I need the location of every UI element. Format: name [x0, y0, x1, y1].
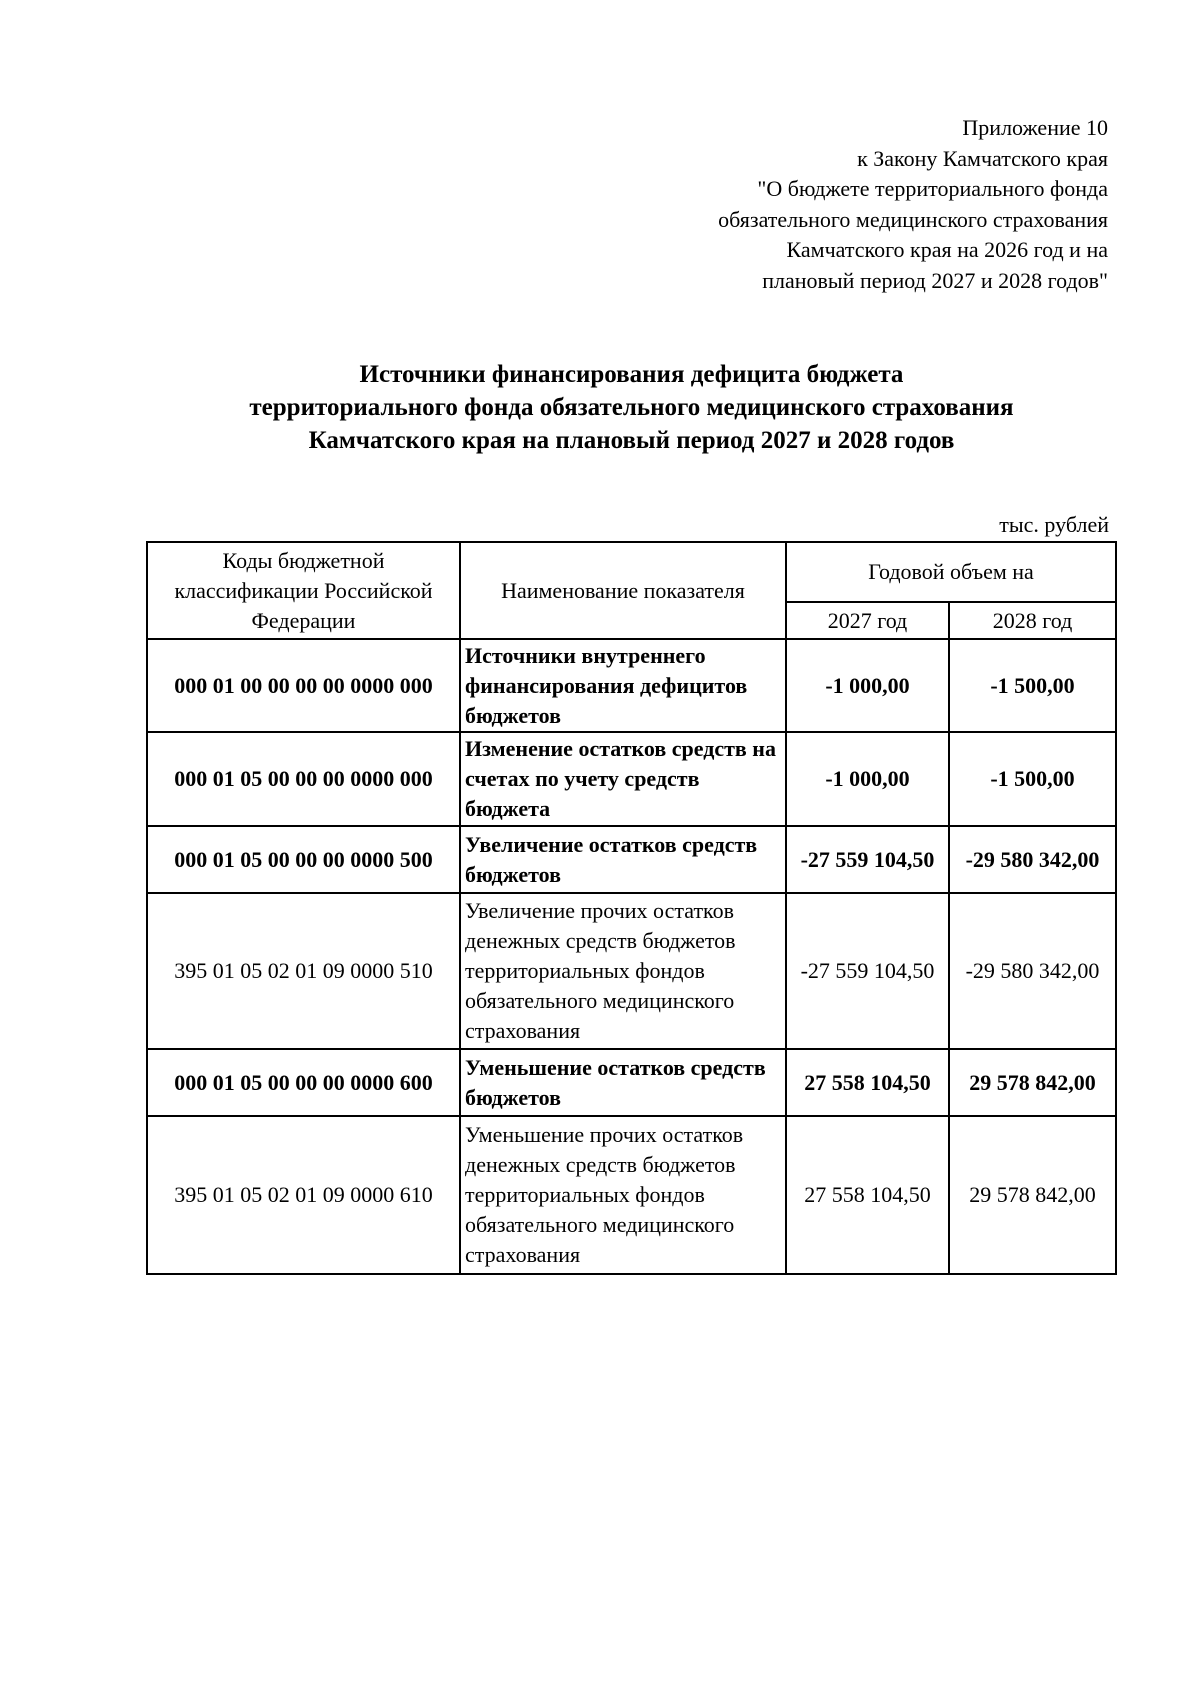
appendix-line: Приложение 10 [962, 115, 1108, 140]
table-row [147, 639, 1116, 732]
row-value-2027: 27 558 104,50 [786, 1049, 949, 1116]
row-value-2027: -1 000,00 [786, 639, 949, 732]
header-annual: Годовой объем на [786, 542, 1116, 602]
title-line: территориального фонда обязательного медицинского страхования [249, 394, 1014, 421]
appendix-reference [718, 113, 1108, 297]
table-header-row [147, 542, 1116, 602]
row-name: Уменьшение остатков средств бюджетов [460, 1049, 786, 1116]
row-code: 000 01 05 00 00 00 0000 000 [147, 732, 460, 826]
table-row [147, 1049, 1116, 1116]
appendix-line: "О бюджете территориального фонда [757, 176, 1108, 202]
document-title [0, 358, 1200, 457]
financing-sources-table [146, 541, 1117, 1275]
appendix-line: Камчатского края на 2026 год и на [786, 237, 1108, 263]
table-row [147, 893, 1116, 1049]
header-name: Наименование показателя [460, 542, 786, 639]
header-year-2028: 2028 год [949, 602, 1116, 639]
header-year-2027: 2027 год [786, 602, 949, 639]
row-code: 000 01 05 00 00 00 0000 600 [147, 1049, 460, 1116]
row-value-2028: -29 580 342,00 [949, 893, 1116, 1049]
row-value-2027: 27 558 104,50 [786, 1116, 949, 1274]
row-value-2027: -1 000,00 [786, 732, 949, 826]
header-codes: Коды бюджетной классификации Российской Федерации [147, 542, 460, 639]
row-value-2028: 29 578 842,00 [949, 1049, 1116, 1116]
row-value-2027: -27 559 104,50 [786, 893, 949, 1049]
row-name: Увеличение прочих остатков денежных средств бюджетов территориальных фондов обязательного медицинского страхования [460, 893, 786, 1049]
title-line: Камчатского края на плановый период 2027 и 2028 годов [308, 427, 955, 454]
row-name: Изменение остатков средств на счетах по учету средств бюджета [460, 732, 786, 826]
table-row [147, 732, 1116, 826]
appendix-line: плановый период 2027 и 2028 годов" [762, 267, 1108, 293]
row-code: 395 01 05 02 01 09 0000 510 [147, 893, 460, 1049]
row-value-2028: -1 500,00 [949, 639, 1116, 732]
row-code: 000 01 00 00 00 00 0000 000 [147, 639, 460, 732]
title-line: Источники финансирования дефицита бюджета [359, 361, 904, 388]
row-value-2027: -27 559 104,50 [786, 826, 949, 893]
table-row [147, 1116, 1116, 1274]
appendix-line: к Закону Камчатского края [857, 145, 1108, 171]
units-label: тыс. рублей [999, 512, 1109, 537]
appendix-line: обязательного медицинского страхования [718, 206, 1108, 232]
row-code: 395 01 05 02 01 09 0000 610 [147, 1116, 460, 1274]
row-name: Увеличение остатков средств бюджетов [460, 826, 786, 893]
row-value-2028: 29 578 842,00 [949, 1116, 1116, 1274]
row-code: 000 01 05 00 00 00 0000 500 [147, 826, 460, 893]
table-row [147, 826, 1116, 893]
row-name: Источники внутреннего финансирования дефицитов бюджетов [460, 639, 786, 732]
row-name: Уменьшение прочих остатков денежных средств бюджетов территориальных фондов обязательного медицинского страхования [460, 1116, 786, 1274]
row-value-2028: -1 500,00 [949, 732, 1116, 826]
row-value-2028: -29 580 342,00 [949, 826, 1116, 893]
